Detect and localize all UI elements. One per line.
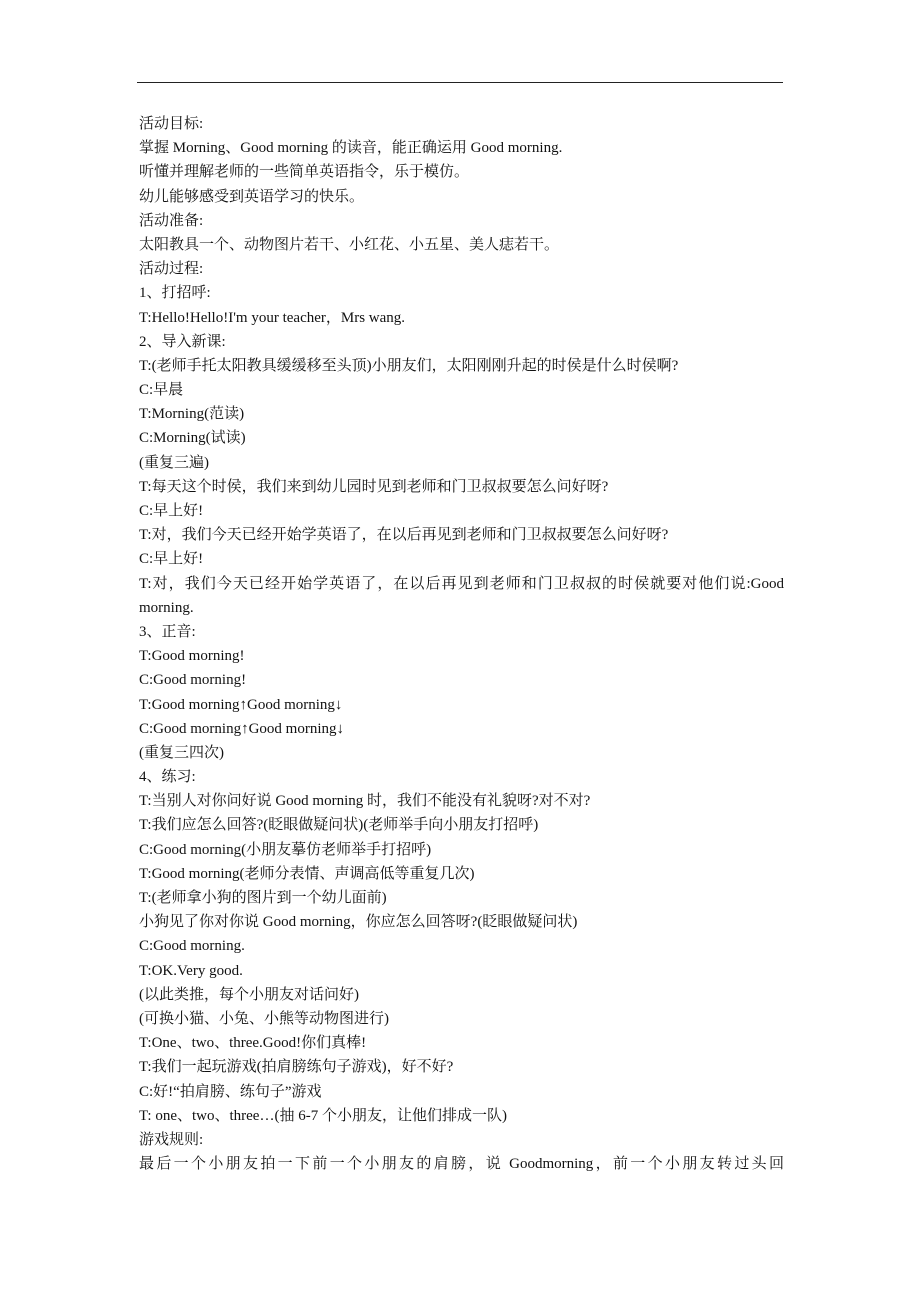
- document-body: [139, 112, 784, 1176]
- text-line: C:Morning(试读): [139, 430, 246, 447]
- text-line: T:对，我们今天已经开始学英语了，在以后再见到老师和门卫叔叔要怎么问好呀?: [139, 527, 669, 544]
- text-line: 小狗见了你对你说 Good morning，你应怎么回答呀?(眨眼做疑问状): [139, 914, 578, 931]
- text-line: C:好!“拍肩膀、练句子”游戏: [139, 1083, 322, 1100]
- header-rule: [137, 82, 783, 83]
- text-line: T:(老师拿小狗的图片到一个幼儿面前): [139, 890, 387, 906]
- text-line: C:早上好!: [139, 551, 204, 568]
- text-line: 活动过程:: [139, 261, 204, 278]
- text-line: 幼儿能够感受到英语学习的快乐。: [139, 188, 365, 205]
- text-line: 太阳教具一个、动物图片若干、小红花、小五星、美人痣若干。: [139, 236, 560, 253]
- text-line: (可换小猫、小兔、小熊等动物图进行): [139, 1010, 389, 1027]
- text-line: C:Good morning↑Good morning↓: [139, 720, 344, 737]
- text-line: T:我们应怎么回答?(眨眼做疑问状)(老师举手向小朋友打招呼): [139, 817, 539, 834]
- text-line: C:早晨: [139, 382, 184, 399]
- text-line: T:OK.Very good.: [139, 962, 243, 979]
- text-line: C:Good morning(小朋友摹仿老师举手打招呼): [139, 841, 432, 858]
- text-line: T:One、two、three.Good!你们真棒!: [139, 1035, 367, 1052]
- text-line: C:Good morning.: [139, 938, 245, 955]
- text-line: 3、正音:: [139, 623, 196, 640]
- text-line: morning.: [139, 599, 194, 616]
- text-line: 活动目标:: [139, 116, 204, 132]
- text-line: T:对，我们今天已经开始学英语了，在以后再见到老师和门卫叔叔的时侯就要对他们说:Good: [139, 575, 784, 592]
- text-line: (重复三四次): [139, 744, 224, 761]
- text-line: 1、打招呼:: [139, 285, 211, 302]
- text-line: T:我们一起玩游戏(拍肩膀练句子游戏)，好不好?: [139, 1059, 454, 1076]
- text-line: 最后一个小朋友拍一下前一个小朋友的肩膀，说 Goodmorning，前一个小朋友转过头回: [139, 1156, 784, 1173]
- text-line: T:Good morning(老师分表情、声调高低等重复几次): [139, 865, 475, 882]
- text-line: C:Good morning!: [139, 672, 247, 689]
- text-line: T:Good morning!: [139, 648, 245, 665]
- text-line: 掌握 Morning、Good morning 的读音，能正确运用 Good morning.: [139, 140, 563, 157]
- text-line: 活动准备:: [139, 212, 204, 229]
- text-line: T:每天这个时侯，我们来到幼儿园时见到老师和门卫叔叔要怎么问好呀?: [139, 478, 609, 495]
- text-line: 4、练习:: [139, 769, 196, 786]
- text-line: T:当别人对你问好说 Good morning 时，我们不能没有礼貌呀?对不对?: [139, 793, 591, 810]
- text-line: (以此类推，每个小朋友对话问好): [139, 986, 359, 1003]
- text-line: 听懂并理解老师的一些简单英语指令，乐于模仿。: [139, 164, 470, 181]
- text-line: (重复三遍): [139, 454, 209, 471]
- text-line: T:(老师手托太阳教具缓缓移至头顶)小朋友们，太阳刚刚升起的时侯是什么时侯啊?: [139, 357, 679, 374]
- text-line: T:Good morning↑Good morning↓: [139, 696, 343, 713]
- text-line: T: one、two、three…(抽 6-7 个小朋友，让他们排成一队): [139, 1107, 507, 1124]
- text-line: C:早上好!: [139, 503, 204, 519]
- text-line: T:Hello!Hello!I'm your teacher，Mrs wang.: [139, 309, 406, 326]
- text-line: 2、导入新课:: [139, 333, 226, 350]
- text-line: 游戏规则:: [139, 1131, 204, 1148]
- text-line: T:Morning(范读): [139, 406, 245, 423]
